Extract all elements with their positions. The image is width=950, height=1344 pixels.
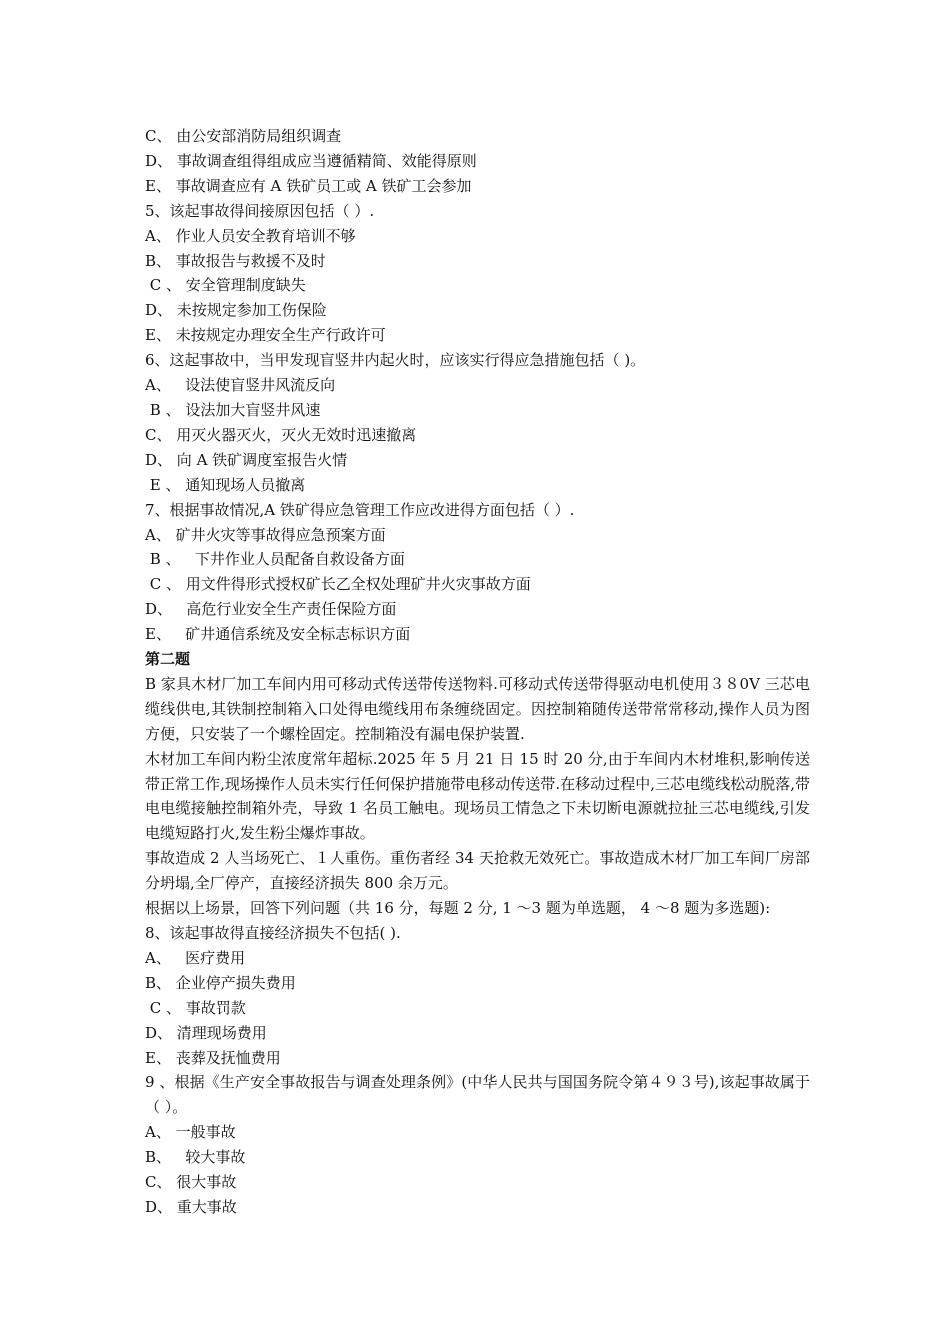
option-line: B 、 设法加大盲竖井风速	[145, 400, 321, 419]
option-line: C、 很大事故	[145, 1173, 237, 1192]
option-line: B、 较大事故	[145, 1148, 246, 1167]
option-line: E、 事故调查应有 A 铁矿员工或 A 铁矿工会参加	[145, 176, 472, 195]
scenario-paragraph: 事故造成 2 人当场死亡、１人重伤。重伤者经 34 天抢救无效死亡。事故造成木材厂加工车间厂房部分坍塌,全厂停产，直接经济损失 800 余万元。	[145, 849, 810, 893]
scenario-paragraph: B 家具木材厂加工车间内用可移动式传送带传送物料.可移动式传送带得驱动电机使用３８0V 三芯电缆线供电,其铁制控制箱入口处得电缆线用布条缠绕固定。因控制箱随传送带常常移动,操作人员为图方便，只安装了一个螺栓固定。控制箱没有漏电保护装置.	[145, 674, 810, 743]
option-line: A、 作业人员安全教育培训不够	[145, 226, 356, 245]
question-line: 6、这起事故中，当甲发现盲竖井内起火时，应该实行得应急措施包括（ )。	[145, 351, 646, 370]
option-line: C 、 用文件得形式授权矿长乙全权处理矿井火灾事故方面	[145, 575, 531, 594]
question-line: 7、根据事故情况,A 铁矿得应急管理工作应改进得方面包括（ ）.	[145, 500, 575, 519]
option-line: A、 医疗费用	[145, 948, 246, 967]
option-line: D、 向 A 铁矿调度室报告火情	[145, 450, 348, 469]
document-page	[145, 124, 810, 1220]
option-line: D、 未按规定参加工伤保险	[145, 301, 327, 320]
option-line: E、 丧葬及抚恤费用	[145, 1048, 281, 1067]
option-line: B 、 下井作业人员配备自救设备方面	[145, 550, 405, 569]
option-line: D、 清理现场费用	[145, 1023, 267, 1042]
option-line: E、 矿井通信系统及安全标志标识方面	[145, 625, 411, 644]
option-line: B、 事故报告与救援不及时	[145, 251, 326, 270]
option-line: A、 矿井火灾等事故得应急预案方面	[145, 525, 386, 544]
question-paragraph: 9 、根据《生产安全事故报告与调查处理条例》(中华人民共与国国务院令第４９３号),该起事故属于（ ）。	[145, 1073, 810, 1117]
option-line: A、 一般事故	[145, 1123, 236, 1142]
scenario-paragraph: 木材加工车间内粉尘浓度常年超标.2025 年 5 月 21 日 15 时 20 分,由于车间内木材堆积,影响传送带正常工作,现场操作人员未实行任何保护措施带电移动传送带.在移动过程中,三芯电缆线松动脱落,带电电缆接触控制箱外壳，导致 1 名员工触电。现场员工情急之下未切断电源就拉扯三芯电缆线,引发电缆短路打火,发生粉尘爆炸事故。	[145, 749, 810, 843]
option-line: E、 未按规定办理安全生产行政许可	[145, 326, 386, 345]
option-line: E 、 通知现场人员撤离	[145, 475, 306, 494]
section-heading: 第二题	[145, 650, 191, 669]
question-line: 5、该起事故得间接原因包括（ ）.	[145, 201, 375, 220]
instruction-line: 根据以上场景，回答下列问题（共 16 分，每题 2 分, 1 ～3 题为单选题， 4 ～8 题为多选题):	[145, 899, 771, 918]
option-line: D、 重大事故	[145, 1197, 237, 1216]
option-line: C、 由公安部消防局组织调查	[145, 127, 342, 145]
option-line: B、 企业停产损失费用	[145, 973, 296, 992]
option-line: D、 高危行业安全生产责任保险方面	[145, 600, 397, 619]
option-line: C 、 事故罚款	[145, 998, 246, 1017]
option-line: D、 事故调查组得组成应当遵循精简、效能得原则	[145, 151, 477, 170]
option-line: C、 用灭火器灭火，灭火无效时迅速撤离	[145, 425, 417, 444]
question-line: 8、该起事故得直接经济损失不包括( ).	[145, 924, 401, 942]
option-line: C 、 安全管理制度缺失	[145, 276, 306, 295]
option-line: A、 设法使盲竖井风流反向	[145, 376, 336, 395]
